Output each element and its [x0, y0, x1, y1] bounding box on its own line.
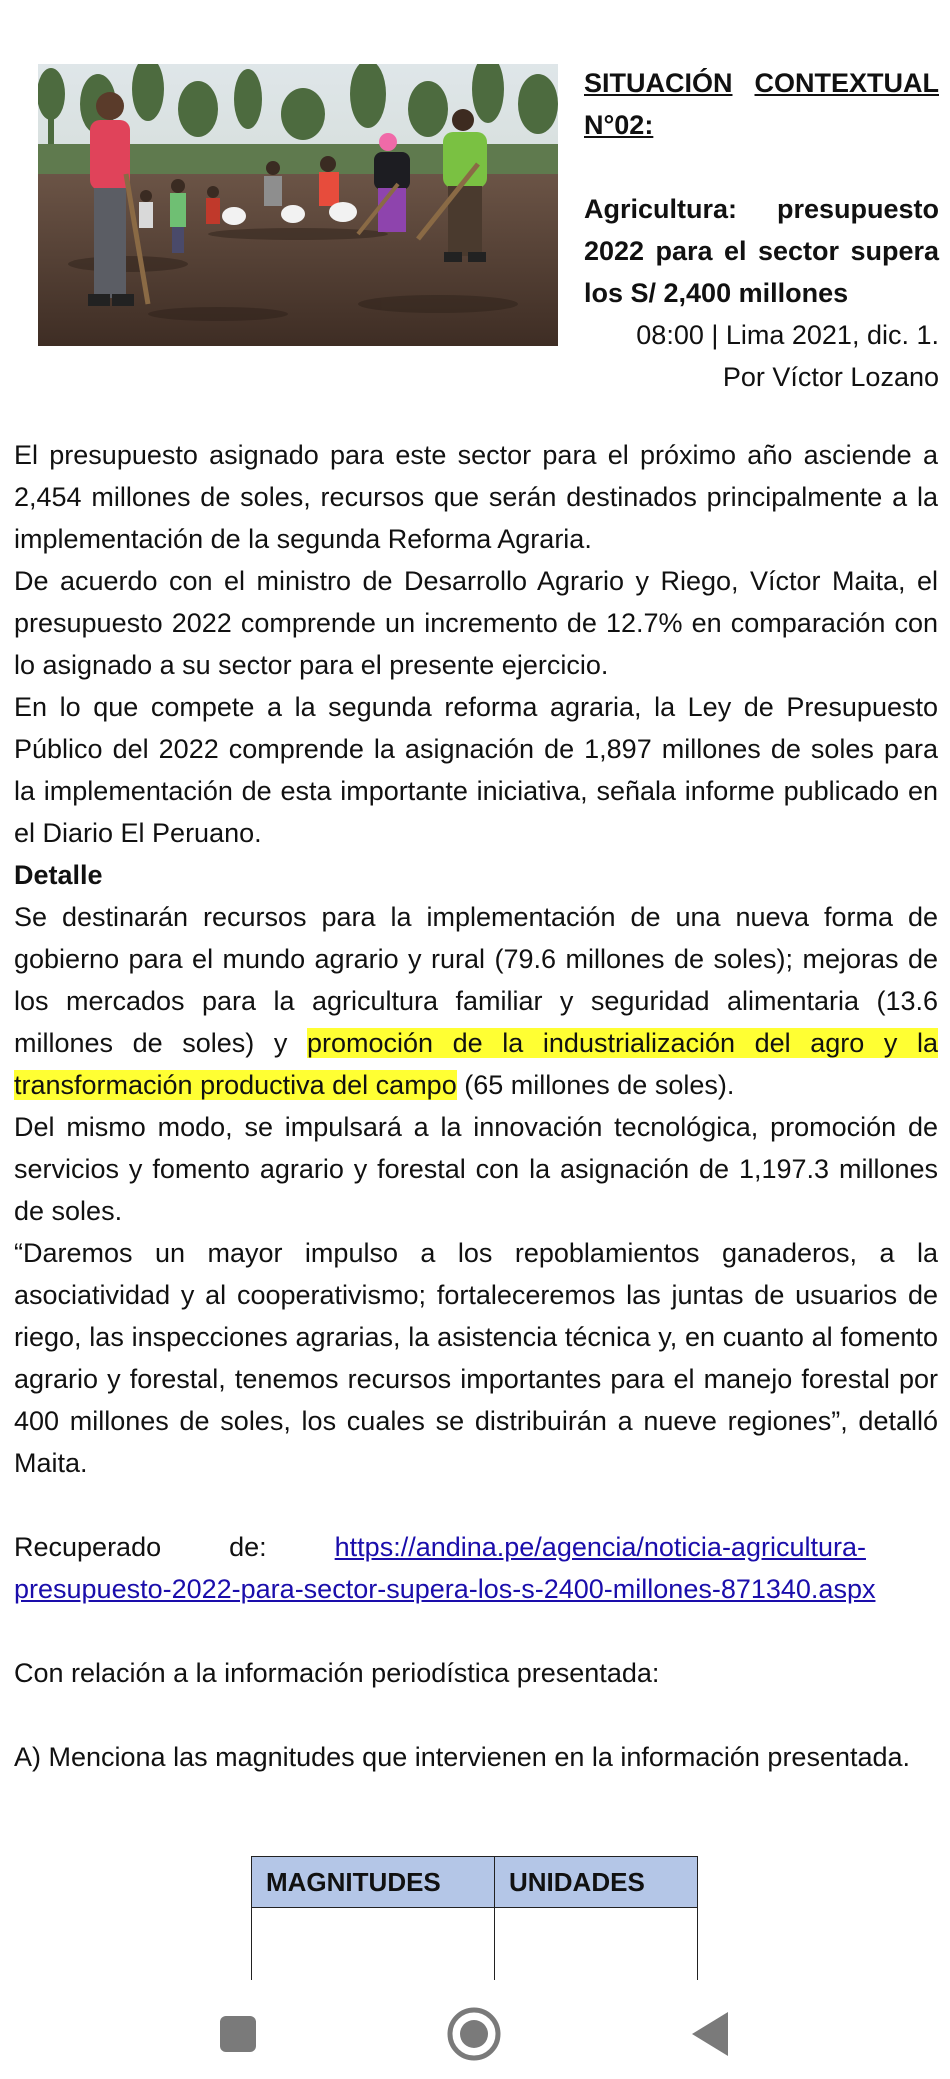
table-header-units: UNIDADES: [495, 1857, 698, 1908]
home-icon[interactable]: [444, 2004, 504, 2064]
paragraph-text: (65 millones de soles).: [456, 1070, 735, 1100]
news-title: Agricultura: presupuesto 2022 para el sector supera los S/ 2,400 millones: [584, 194, 939, 308]
question-intro: Con relación a la información periodística presentada:: [14, 1658, 660, 1688]
farmers-field-photo: [38, 64, 558, 346]
byline: Por Víctor Lozano: [722, 362, 939, 392]
table-cell: [252, 1908, 495, 1951]
source-label: Recuperado: [14, 1532, 162, 1562]
table-cell: [495, 1908, 698, 1951]
article-body: [14, 434, 938, 1778]
recent-apps-icon[interactable]: [208, 2004, 268, 2064]
question-a: A) Menciona las magnitudes que intervienen en la información presentada.: [14, 1742, 911, 1772]
source-connector: de:: [229, 1532, 267, 1562]
magnitudes-table: [251, 1856, 698, 1980]
paragraph: “Daremos un mayor impulso a los repoblamientos ganaderos, a la asociatividad y al cooperativismo; fortaleceremos las juntas de usuarios de riego, las inspecciones agrarias, la asistencia técnica y, en cuanto al fomento agrario y forestal, tenemos recursos importantes para el manejo forestal por 400 millones de soles, los cuales se distribuirán a nueve regiones”, detalló Maita.: [14, 1238, 938, 1478]
paragraph: El presupuesto asignado para este sector para el próximo año asciende a 2,454 millones de soles, recursos que serán destinados principalmente a la implementación de la segunda Reforma Agraria.: [14, 440, 938, 554]
paragraph: Del mismo modo, se impulsará a la innovación tecnológica, promoción de servicios y fomento agrario y forestal con la asignación de 1,197.3 millones de soles.: [14, 1112, 938, 1226]
situation-number: N°02:: [584, 110, 654, 140]
paragraph-text: Se destinarán recursos para la implementación de una nueva forma de gobierno para el mundo agrario y rural (79.6 millones de soles); mejoras de los mercados para la agricultura familiar y seguridad alimentaria (13.6 millones de soles) y: [14, 902, 938, 1058]
heading-block: [584, 62, 939, 398]
source-citation: [14, 1526, 938, 1610]
situation-title-word2: CONTEXTUAL: [754, 68, 939, 98]
detail-heading: Detalle: [14, 860, 103, 890]
situation-title: [584, 62, 939, 146]
dateline: 08:00 | Lima 2021, dic. 1.: [636, 320, 939, 350]
source-link[interactable]: https://andina.pe/agencia/noticia-agricultura-presupuesto-2022-para-sector-supera-los-s-2400-millones-871340.aspx: [14, 1532, 876, 1604]
paragraph: En lo que compete a la segunda reforma agraria, la Ley de Presupuesto Público del 2022 comprende la asignación de 1,897 millones de soles para la implementación de esta importante iniciativa, señala informe publicado en el Diario El Peruano.: [14, 692, 938, 848]
navigation-bar: [0, 1984, 950, 2079]
table-cell: [252, 1950, 495, 1980]
table-cell: [495, 1950, 698, 1980]
table-header-magnitudes: MAGNITUDES: [252, 1857, 495, 1908]
back-icon[interactable]: [680, 2004, 740, 2064]
paragraph: De acuerdo con el ministro de Desarrollo Agrario y Riego, Víctor Maita, el presupuesto 2022 comprende un incremento de 12.7% en comparación con lo asignado a su sector para el presente ejercicio.: [14, 566, 938, 680]
highlighted-text: promoción de la industrialización del agro y la transformación productiva del campo: [14, 1028, 938, 1100]
situation-title-word1: SITUACIÓN: [584, 68, 733, 98]
paragraph: [14, 896, 938, 1106]
